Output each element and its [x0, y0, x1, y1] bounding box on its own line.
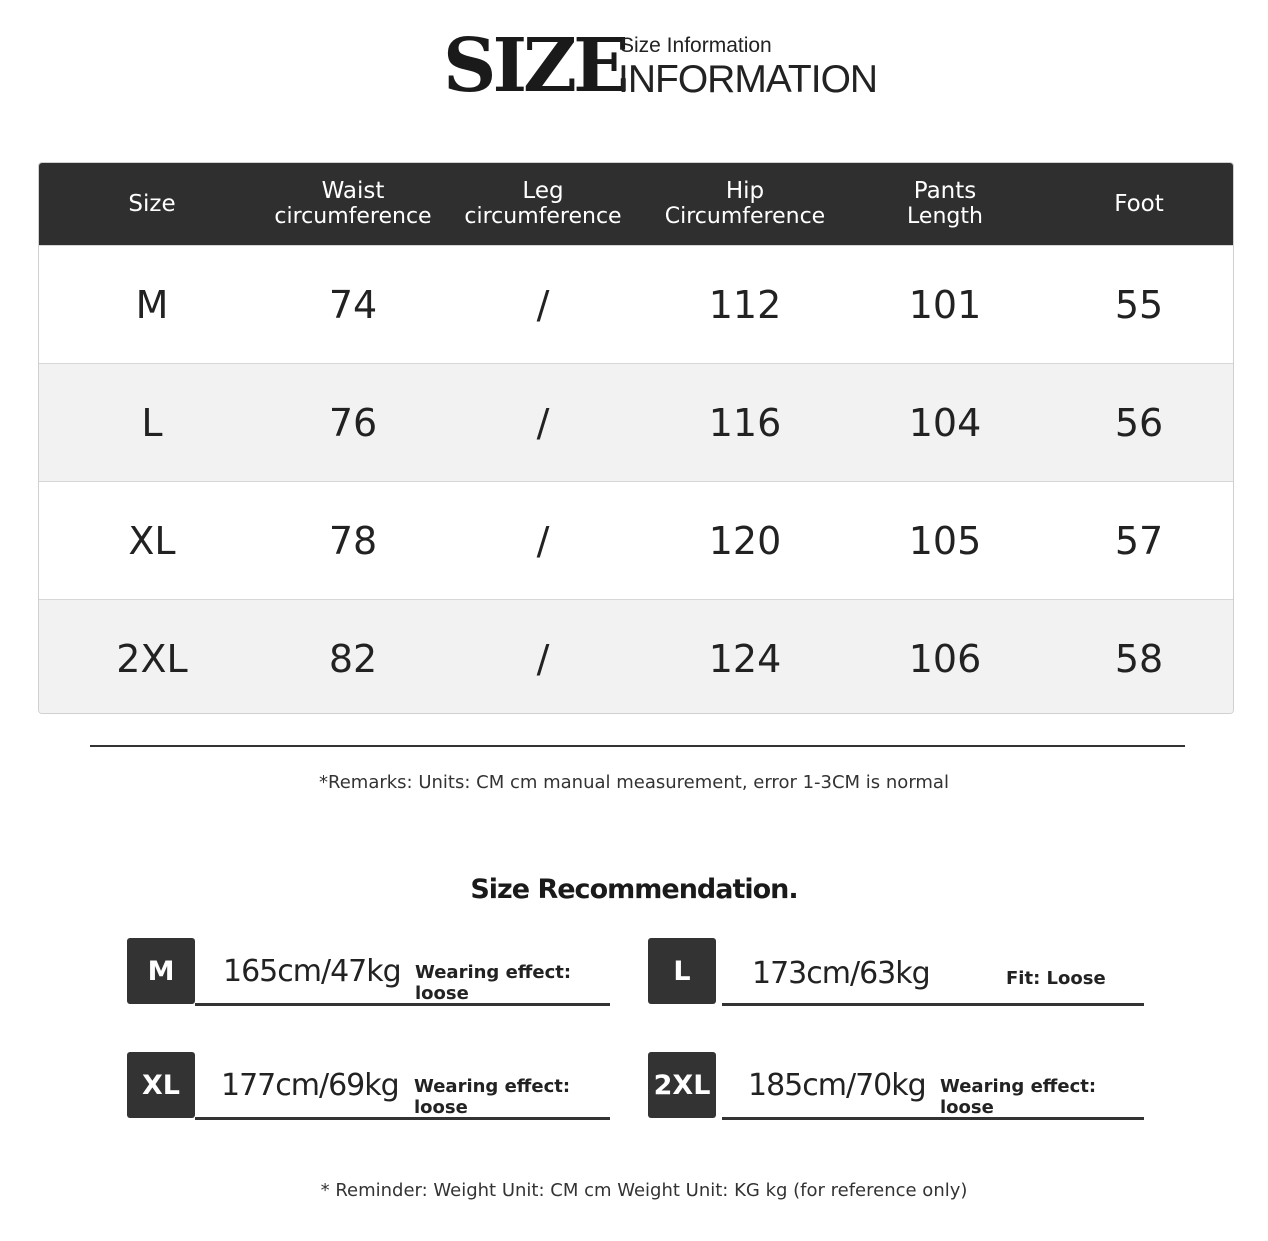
- height-weight: 185cm/70kg: [748, 1068, 926, 1103]
- cell-leg: /: [536, 636, 550, 681]
- size-badge: XL: [127, 1052, 195, 1118]
- header-information: INFORMATION: [618, 58, 878, 101]
- cell-waist: 74: [328, 282, 378, 327]
- cell-pants-length: 104: [908, 400, 982, 445]
- wearing-effect: Wearing effect: loose: [940, 1076, 1097, 1118]
- header-size-title: SIZE: [443, 23, 626, 109]
- wearing-effect: Wearing effect: loose: [414, 1076, 571, 1118]
- reminder-text: * Reminder: Weight Unit: CM cm Weight Unit: KG kg (for reference only): [320, 1180, 968, 1201]
- cell-leg: /: [536, 400, 550, 445]
- recommendation-item: [648, 938, 1144, 1008]
- cell-size: L: [141, 400, 163, 445]
- cell-size: XL: [128, 518, 176, 563]
- underline: [722, 1003, 1144, 1006]
- column-header-leg: Leg circumference: [464, 178, 622, 229]
- recommendation-title: Size Recommendation.: [470, 874, 798, 905]
- cell-hip: 112: [708, 282, 782, 327]
- height-weight: 177cm/69kg: [221, 1068, 399, 1103]
- cell-pants-length: 101: [908, 282, 982, 327]
- table-row: [39, 363, 1233, 481]
- cell-hip: 124: [708, 636, 782, 681]
- cell-pants-length: 106: [908, 636, 982, 681]
- cell-waist: 78: [328, 518, 378, 563]
- cell-size: M: [135, 282, 169, 327]
- remark-text: *Remarks: Units: CM cm manual measurement, error 1-3CM is normal: [319, 772, 949, 793]
- column-header-pants-length: Pants Length: [907, 178, 983, 229]
- wearing-effect: Fit: Loose: [1006, 968, 1106, 989]
- recommendation-item: [127, 1052, 610, 1122]
- cell-pants-length: 105: [908, 518, 982, 563]
- cell-hip: 120: [708, 518, 782, 563]
- cell-size: 2XL: [116, 636, 188, 681]
- column-header-size: Size: [128, 191, 176, 217]
- recommendation-item: [648, 1052, 1144, 1122]
- wearing-effect: Wearing effect: loose: [415, 962, 572, 1004]
- size-table: [38, 162, 1234, 714]
- size-badge: M: [127, 938, 195, 1004]
- cell-waist: 82: [328, 636, 378, 681]
- column-header-waist: Waist circumference: [274, 178, 432, 229]
- cell-waist: 76: [328, 400, 378, 445]
- recommendation-item: [127, 938, 610, 1008]
- column-header-foot: Foot: [1114, 191, 1164, 217]
- table-row: [39, 245, 1233, 363]
- cell-foot: 56: [1114, 400, 1164, 445]
- divider: [90, 745, 1185, 747]
- size-badge: L: [648, 938, 716, 1004]
- header-subtitle: Size Information: [620, 34, 772, 57]
- size-badge: 2XL: [648, 1052, 716, 1118]
- height-weight: 165cm/47kg: [223, 954, 401, 989]
- page-header: [0, 23, 1268, 109]
- cell-leg: /: [536, 282, 550, 327]
- cell-leg: /: [536, 518, 550, 563]
- column-header-hip: Hip Circumference: [664, 178, 826, 229]
- cell-foot: 58: [1114, 636, 1164, 681]
- table-header: [39, 163, 1233, 245]
- height-weight: 173cm/63kg: [752, 956, 930, 991]
- cell-foot: 57: [1114, 518, 1164, 563]
- cell-foot: 55: [1114, 282, 1164, 327]
- table-row: [39, 599, 1233, 714]
- cell-hip: 116: [708, 400, 782, 445]
- table-row: [39, 481, 1233, 599]
